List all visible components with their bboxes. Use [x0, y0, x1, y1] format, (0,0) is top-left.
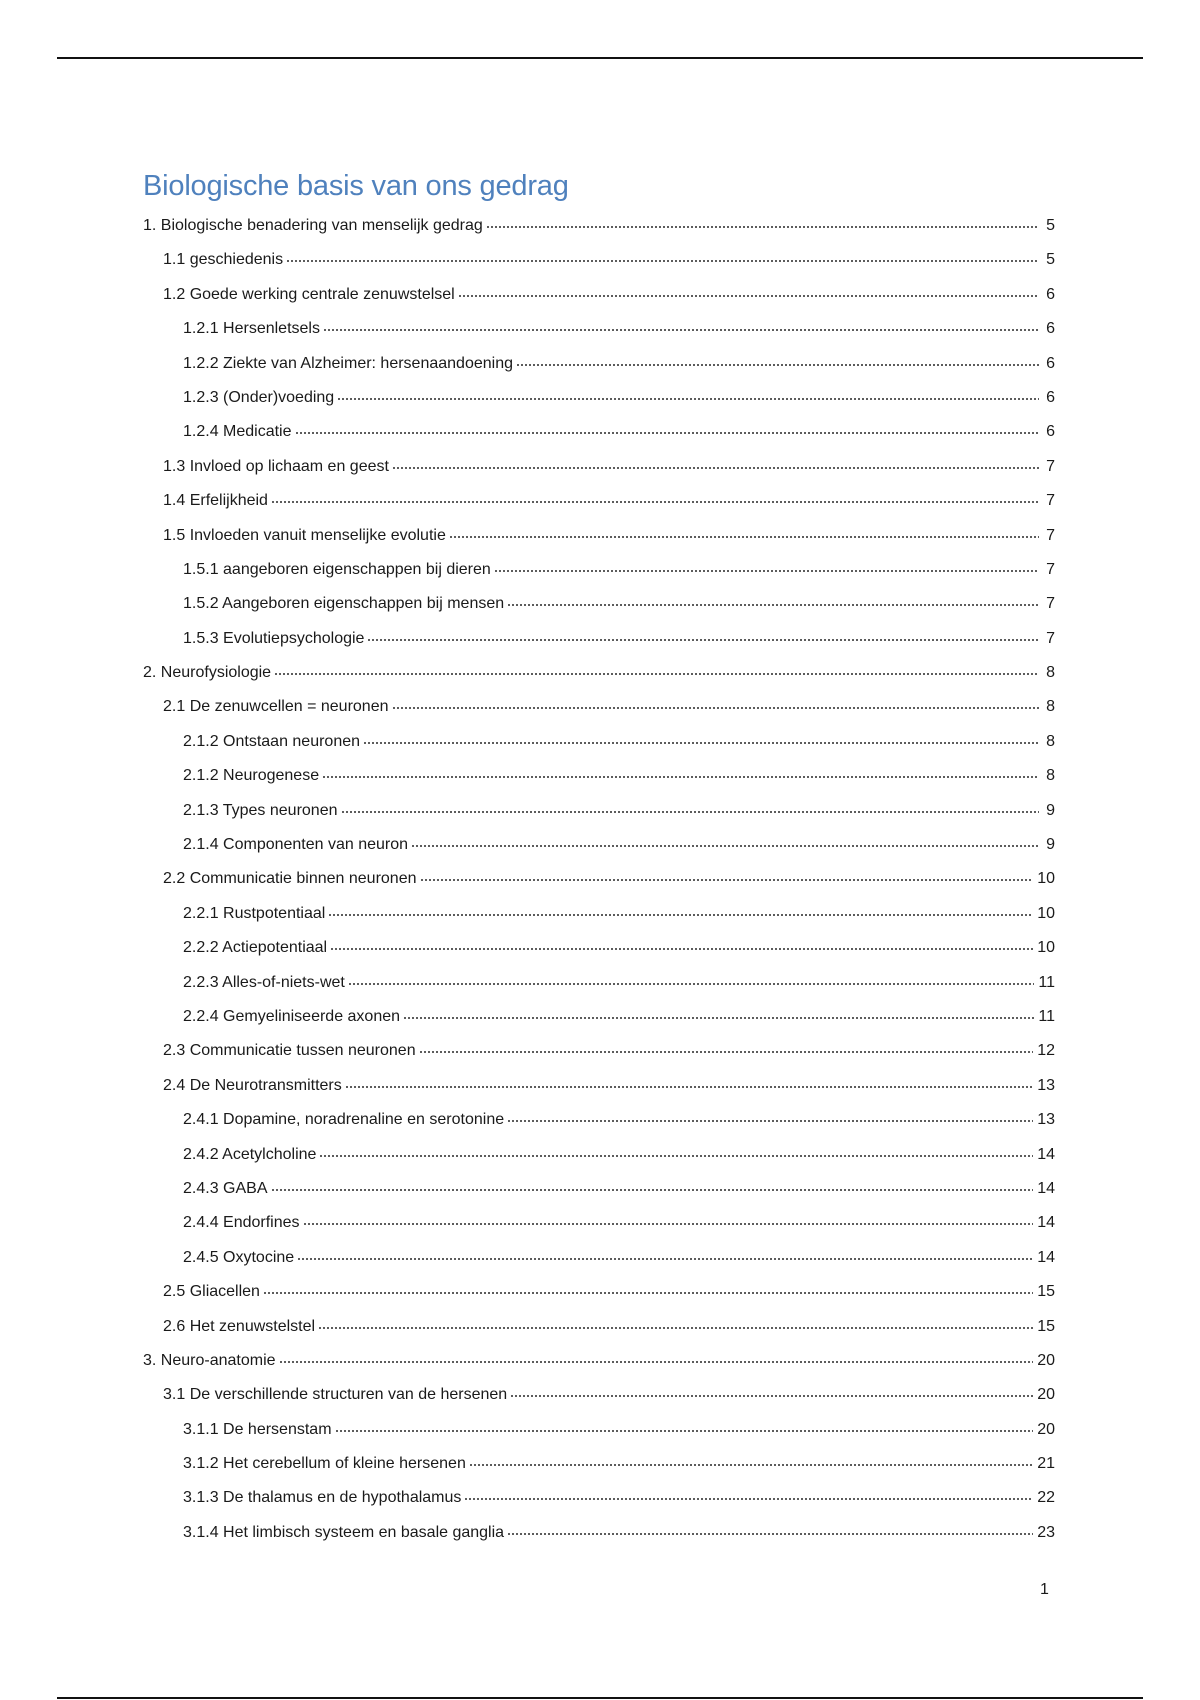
toc-entry-label[interactable]: 2.4.2 Acetylcholine	[183, 1145, 317, 1163]
toc-entry[interactable]	[143, 1177, 1055, 1211]
toc-entry-label[interactable]: 3. Neuro-anatomie	[143, 1351, 276, 1369]
toc-entry[interactable]	[143, 867, 1055, 901]
toc-entry-label[interactable]: 1.2.1 Hersenletsels	[183, 320, 320, 338]
toc-dot-leader	[330, 937, 1033, 953]
toc-entry-label[interactable]: 2.1.4 Componenten van neuron	[183, 836, 409, 854]
toc-title: Biologische basis van ons gedrag	[143, 170, 569, 202]
toc-entry[interactable]	[143, 936, 1055, 970]
toc-entry-label[interactable]: 3.1 De verschillende structuren van de hersenen	[163, 1386, 508, 1404]
toc-entry-label[interactable]: 3.1.3 De thalamus en de hypothalamus	[183, 1489, 462, 1507]
toc-entry-page[interactable]: 7	[1046, 595, 1055, 613]
toc-entry[interactable]	[143, 386, 1055, 420]
toc-entry[interactable]	[143, 1383, 1055, 1417]
toc-entry-page[interactable]: 6	[1046, 354, 1055, 372]
toc-entry[interactable]	[143, 1005, 1055, 1039]
toc-dot-leader	[516, 353, 1039, 369]
toc-entry-label[interactable]: 2.1.2 Ontstaan neuronen	[183, 732, 361, 750]
toc-entry-page[interactable]: 9	[1046, 801, 1055, 819]
top-page-rule	[57, 57, 1143, 59]
toc-entry-label[interactable]: 2.2.2 Actiepotentiaal	[183, 939, 328, 957]
toc-entry-label[interactable]: 2.4.4 Endorfines	[183, 1214, 300, 1232]
toc-entry-label[interactable]: 2.1 De zenuwcellen = neuronen	[163, 698, 389, 716]
toc-dot-leader	[411, 834, 1039, 850]
toc-dot-leader	[486, 215, 1039, 231]
toc-entry-label[interactable]: 2.2.1 Rustpotentiaal	[183, 904, 326, 922]
page-number: 1	[1040, 1581, 1049, 1598]
toc-dot-leader	[337, 387, 1039, 403]
toc-dot-leader	[419, 1040, 1034, 1056]
toc-entry-page[interactable]: 14	[1037, 1179, 1055, 1197]
toc-dot-leader	[328, 903, 1033, 919]
toc-entry-page[interactable]: 8	[1046, 664, 1055, 682]
toc-entry-label[interactable]: 2.2 Communicatie binnen neuronen	[163, 870, 417, 888]
toc-entry-page[interactable]: 22	[1037, 1489, 1055, 1507]
toc-entry-page[interactable]: 10	[1037, 904, 1055, 922]
toc-entry-label[interactable]: 2.4.3 GABA	[183, 1179, 268, 1197]
toc-dot-leader	[403, 1006, 1034, 1022]
toc-dot-leader	[271, 490, 1039, 506]
toc-entry[interactable]	[143, 1074, 1055, 1108]
toc-dot-leader	[420, 868, 1034, 884]
toc-entry[interactable]	[143, 592, 1055, 626]
toc-entry-page[interactable]: 10	[1037, 939, 1055, 957]
toc-list	[143, 214, 1055, 1555]
toc-dot-leader	[507, 1109, 1033, 1125]
toc-entry[interactable]	[143, 1246, 1055, 1280]
toc-dot-leader	[458, 284, 1039, 300]
toc-entry-label[interactable]: 3.1.4 Het limbisch systeem en basale ganglia	[183, 1523, 505, 1541]
toc-entry[interactable]	[143, 764, 1055, 798]
toc-entry[interactable]	[143, 558, 1055, 592]
toc-entry[interactable]	[143, 902, 1055, 936]
toc-entry-page[interactable]: 20	[1037, 1386, 1055, 1404]
toc-entry[interactable]	[143, 1521, 1055, 1555]
toc-dot-leader	[392, 696, 1040, 712]
toc-entry-page[interactable]: 7	[1046, 457, 1055, 475]
toc-entry-label[interactable]: 3.1.2 Het cerebellum of kleine hersenen	[183, 1455, 466, 1473]
toc-dot-leader	[469, 1453, 1033, 1469]
toc-entry[interactable]	[143, 248, 1055, 282]
toc-entry-page[interactable]: 23	[1037, 1523, 1055, 1541]
toc-entry-page[interactable]: 20	[1037, 1420, 1055, 1438]
toc-entry[interactable]	[143, 214, 1055, 248]
toc-dot-leader	[345, 1075, 1033, 1091]
toc-entry-page[interactable]: 5	[1046, 251, 1055, 269]
toc-entry[interactable]	[143, 730, 1055, 764]
toc-entry-label[interactable]: 1.2 Goede werking centrale zenuwstelsel	[163, 285, 455, 303]
toc-entry[interactable]	[143, 833, 1055, 867]
toc-entry[interactable]	[143, 1452, 1055, 1486]
toc-entry[interactable]	[143, 1349, 1055, 1383]
toc-entry[interactable]	[143, 489, 1055, 523]
toc-entry-page[interactable]: 14	[1037, 1248, 1055, 1266]
bottom-page-rule	[57, 1697, 1143, 1699]
toc-entry-page[interactable]: 12	[1037, 1042, 1055, 1060]
toc-entry-page[interactable]: 6	[1046, 320, 1055, 338]
toc-entry-page[interactable]: 11	[1038, 1007, 1055, 1025]
toc-entry[interactable]	[143, 283, 1055, 317]
toc-entry-page[interactable]: 5	[1046, 217, 1055, 234]
toc-entry[interactable]	[143, 1418, 1055, 1452]
toc-entry-label[interactable]: 2.4.1 Dopamine, noradrenaline en serotonine	[183, 1111, 505, 1129]
toc-entry-page[interactable]: 9	[1046, 836, 1055, 854]
toc-dot-leader	[295, 421, 1039, 437]
toc-dot-leader	[494, 559, 1039, 575]
toc-entry-page[interactable]: 20	[1037, 1351, 1055, 1369]
toc-entry-label[interactable]: 2.4.5 Oxytocine	[183, 1248, 295, 1266]
toc-entry-page[interactable]: 6	[1046, 285, 1055, 303]
toc-entry-page[interactable]: 7	[1046, 629, 1055, 647]
toc-entry-page[interactable]: 10	[1037, 870, 1055, 888]
toc-dot-leader	[323, 318, 1039, 334]
toc-entry-page[interactable]: 8	[1046, 767, 1055, 785]
toc-dot-leader	[318, 1316, 1033, 1332]
toc-entry-page[interactable]: 8	[1046, 732, 1055, 750]
toc-entry-page[interactable]: 6	[1046, 423, 1055, 441]
toc-entry-page[interactable]: 8	[1046, 698, 1055, 716]
toc-entry-page[interactable]: 13	[1037, 1076, 1055, 1094]
toc-entry-label[interactable]: 2.6 Het zenuwstelstel	[163, 1317, 316, 1335]
toc-entry[interactable]	[143, 352, 1055, 386]
toc-dot-leader	[507, 593, 1039, 609]
toc-entry-label[interactable]: 3.1.1 De hersenstam	[183, 1420, 332, 1438]
toc-entry-label[interactable]: 1. Biologische benadering van menselijk gedrag	[143, 217, 483, 234]
toc-entry-page[interactable]: 15	[1037, 1317, 1055, 1335]
toc-entry-label[interactable]: 1.4 Erfelijkheid	[163, 492, 268, 510]
toc-dot-leader	[274, 662, 1039, 678]
toc-dot-leader	[286, 249, 1039, 265]
toc-entry-page[interactable]: 14	[1037, 1145, 1055, 1163]
toc-entry-label[interactable]: 1.2.4 Medicatie	[183, 423, 292, 441]
toc-entry[interactable]	[143, 971, 1055, 1005]
toc-entry[interactable]	[143, 661, 1055, 695]
toc-dot-leader	[341, 800, 1040, 816]
toc-entry[interactable]	[143, 455, 1055, 489]
toc-dot-leader	[507, 1522, 1033, 1538]
toc-entry-label[interactable]: 2.5 Gliacellen	[163, 1283, 260, 1301]
toc-entry-label[interactable]: 1.5.1 aangeboren eigenschappen bij dieren	[183, 560, 491, 578]
toc-entry-page[interactable]: 7	[1046, 492, 1055, 510]
toc-entry-label[interactable]: 2.2.4 Gemyeliniseerde axonen	[183, 1007, 401, 1025]
toc-entry[interactable]	[143, 524, 1055, 558]
toc-entry[interactable]	[143, 1486, 1055, 1520]
toc-dot-leader	[297, 1247, 1033, 1263]
toc-entry-page[interactable]: 15	[1037, 1283, 1055, 1301]
toc-entry[interactable]	[143, 317, 1055, 351]
toc-dot-leader	[348, 972, 1035, 988]
toc-entry-label[interactable]: 1.5 Invloeden vanuit menselijke evolutie	[163, 526, 446, 544]
toc-dot-leader	[367, 628, 1039, 644]
toc-entry-page[interactable]: 7	[1046, 526, 1055, 544]
toc-entry[interactable]	[143, 799, 1055, 833]
toc-entry[interactable]	[143, 627, 1055, 661]
toc-entry[interactable]	[143, 1108, 1055, 1142]
toc-entry-label[interactable]: 1.5.2 Aangeboren eigenschappen bij mensen	[183, 595, 505, 613]
toc-entry-label[interactable]: 1.3 Invloed op lichaam en geest	[163, 457, 389, 475]
toc-dot-leader	[271, 1178, 1034, 1194]
toc-dot-leader	[263, 1281, 1033, 1297]
toc-entry-label[interactable]: 2.4 De Neurotransmitters	[163, 1076, 342, 1094]
toc-entry-label[interactable]: 2.1.2 Neurogenese	[183, 767, 320, 785]
toc-dot-leader	[464, 1487, 1033, 1503]
toc-entry[interactable]	[143, 1315, 1055, 1349]
toc-dot-leader	[392, 456, 1039, 472]
toc-entry-label[interactable]: 1.2.2 Ziekte van Alzheimer: hersenaandoening	[183, 354, 513, 372]
toc-entry-label[interactable]: 1.1 geschiedenis	[163, 251, 284, 269]
toc-entry[interactable]	[143, 695, 1055, 729]
toc-entry-label[interactable]: 2.2.3 Alles-of-niets-wet	[183, 973, 345, 991]
toc-dot-leader	[279, 1350, 1034, 1366]
toc-entry[interactable]	[143, 1280, 1055, 1314]
toc-entry-label[interactable]: 2.3 Communicatie tussen neuronen	[163, 1042, 416, 1060]
toc-entry-page[interactable]: 14	[1037, 1214, 1055, 1232]
toc-entry-page[interactable]: 11	[1038, 973, 1055, 991]
toc-dot-leader	[322, 765, 1039, 781]
toc-entry-page[interactable]: 6	[1046, 388, 1055, 406]
toc-entry[interactable]	[143, 1039, 1055, 1073]
toc-entry-page[interactable]: 21	[1037, 1455, 1055, 1473]
toc-dot-leader	[319, 1144, 1033, 1160]
toc-entry-label[interactable]: 2.1.3 Types neuronen	[183, 801, 338, 819]
toc-entry[interactable]	[143, 1143, 1055, 1177]
toc-entry-label[interactable]: 2. Neurofysiologie	[143, 664, 272, 682]
toc-dot-leader	[449, 525, 1039, 541]
toc-entry-page[interactable]: 13	[1037, 1111, 1055, 1129]
toc-entry[interactable]	[143, 1211, 1055, 1245]
toc-entry[interactable]	[143, 420, 1055, 454]
toc-dot-leader	[510, 1384, 1033, 1400]
toc-entry-label[interactable]: 1.2.3 (Onder)voeding	[183, 388, 335, 406]
toc-dot-leader	[335, 1419, 1034, 1435]
toc-page	[143, 168, 1055, 1555]
toc-entry-label[interactable]: 1.5.3 Evolutiepsychologie	[183, 629, 365, 647]
toc-dot-leader	[303, 1212, 1034, 1228]
toc-dot-leader	[363, 731, 1039, 747]
toc-entry-page[interactable]: 7	[1046, 560, 1055, 578]
